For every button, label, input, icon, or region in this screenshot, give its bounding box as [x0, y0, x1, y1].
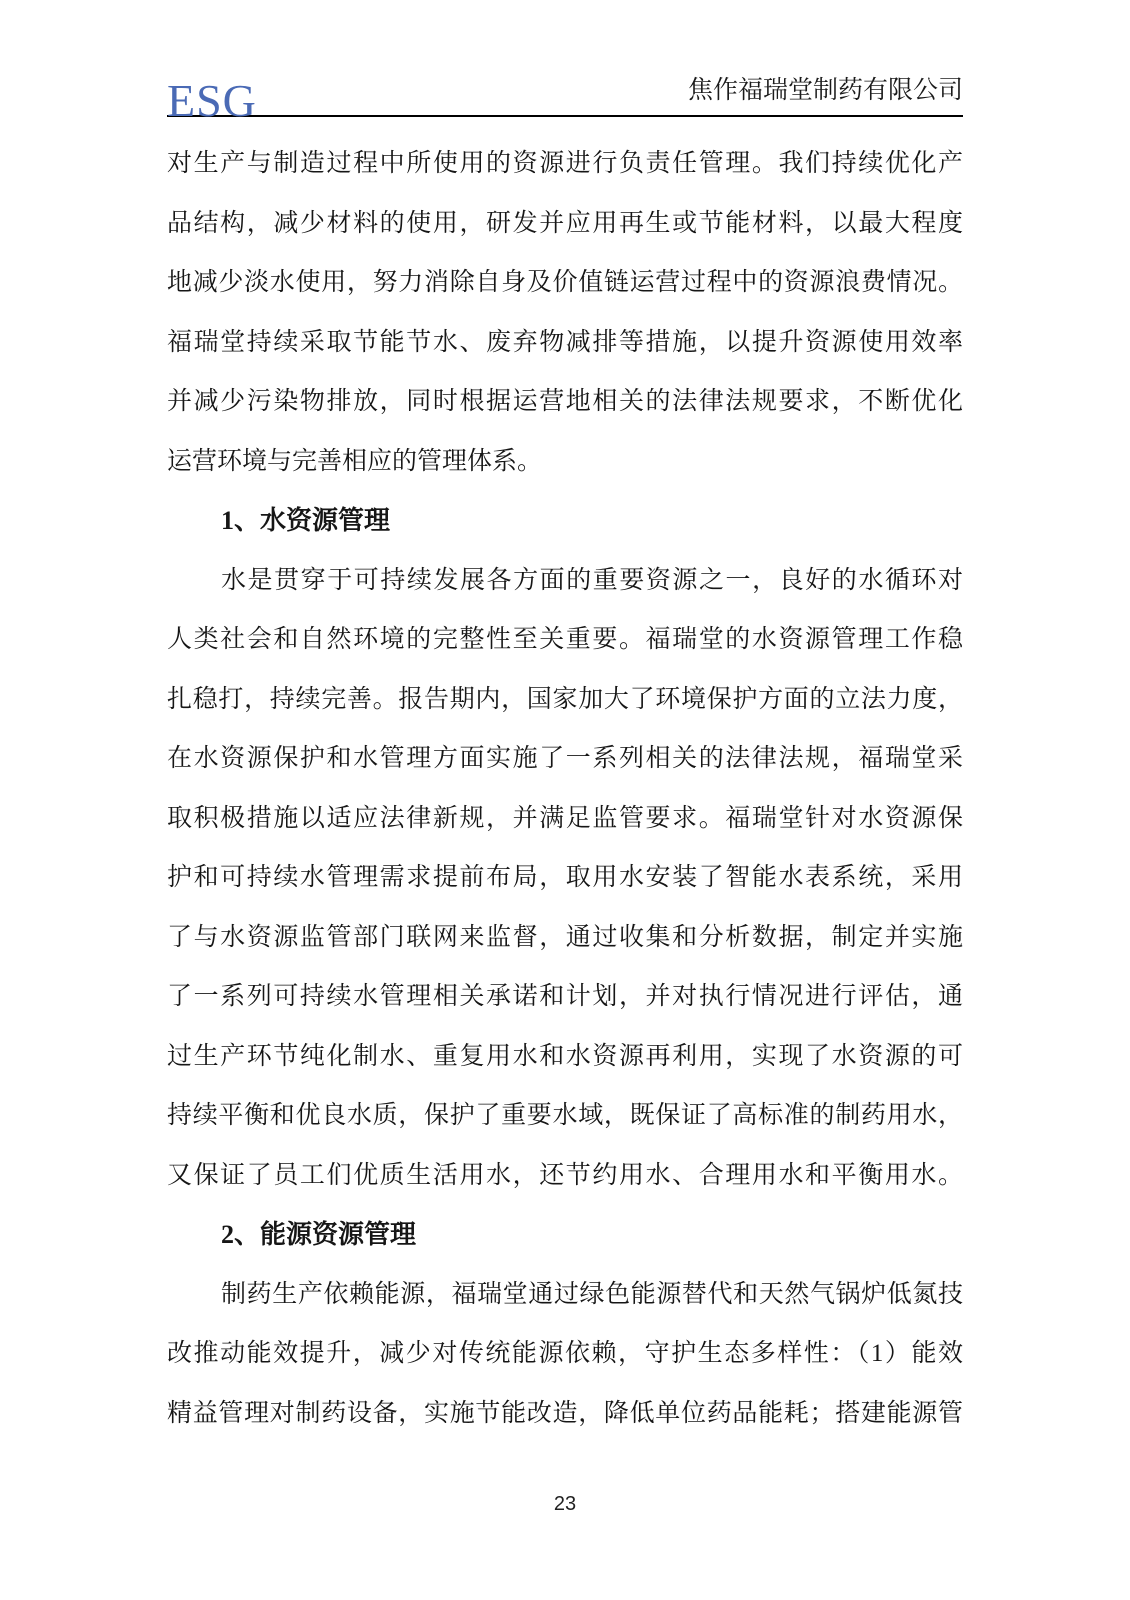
body-text-line: 对生产与制造过程中所使用的资源进行负责任管理。我们持续优化产	[167, 150, 963, 177]
document-content	[167, 134, 963, 1443]
body-text-line: 福瑞堂持续采取节能节水、废弃物减排等措施，以提升资源使用效率	[167, 328, 963, 356]
section-heading: 1、水资源管理	[221, 506, 391, 535]
body-text-line: 人类社会和自然环境的完整性至关重要。福瑞堂的水资源管理工作稳	[167, 626, 963, 653]
body-text-line: 运营环境与完善相应的管理体系。	[167, 447, 543, 475]
esg-logo: ESG	[167, 74, 257, 126]
body-text-line: 取积极措施以适应法律新规，并满足监管要求。福瑞堂针对水资源保	[167, 804, 963, 832]
body-text-line: 了与水资源监管部门联网来监督，通过收集和分析数据，制定并实施	[167, 923, 963, 951]
page-header	[0, 0, 1130, 126]
header-rule	[167, 115, 963, 117]
body-text-line: 过生产环节纯化制水、重复用水和水资源再利用，实现了水资源的可	[167, 1042, 963, 1070]
body-text-line: 精益管理对制药设备，实施节能改造，降低单位药品能耗；搭建能源管	[167, 1399, 963, 1427]
body-text-line: 了一系列可持续水管理相关承诺和计划，并对执行情况进行评估，通	[167, 983, 963, 1010]
body-text-line: 持续平衡和优良水质，保护了重要水域，既保证了高标准的制药用水，	[167, 1102, 963, 1129]
body-text-line: 改推动能效提升，减少对传统能源依赖，守护生态多样性：（1）能效	[167, 1340, 963, 1367]
body-text-line: 在水资源保护和水管理方面实施了一系列相关的法律法规，福瑞堂采	[167, 745, 963, 772]
body-text-line: 品结构，减少材料的使用，研发并应用再生或节能材料，以最大程度	[167, 209, 963, 237]
body-text-line: 又保证了员工们优质生活用水，还节约用水、合理用水和平衡用水。	[167, 1161, 963, 1189]
page-number: 23	[553, 1493, 577, 1515]
section-heading: 2、能源资源管理	[221, 1220, 417, 1249]
company-name: 焦作福瑞堂制药有限公司	[687, 76, 963, 104]
body-text-line: 并减少污染物排放，同时根据运营地相关的法律法规要求，不断优化	[167, 388, 963, 415]
body-text-line: 护和可持续水管理需求提前布局，取用水安装了智能水表系统，采用	[167, 864, 963, 891]
body-text-line: 水是贯穿于可持续发展各方面的重要资源之一，良好的水循环对	[221, 566, 963, 594]
body-text-line: 制药生产依赖能源，福瑞堂通过绿色能源替代和天然气锅炉低氮技	[221, 1280, 963, 1308]
body-text-line: 扎稳打，持续完善。报告期内，国家加大了环境保护方面的立法力度，	[167, 685, 963, 713]
body-text-line: 地减少淡水使用，努力消除自身及价值链运营过程中的资源浪费情况。	[167, 269, 963, 296]
